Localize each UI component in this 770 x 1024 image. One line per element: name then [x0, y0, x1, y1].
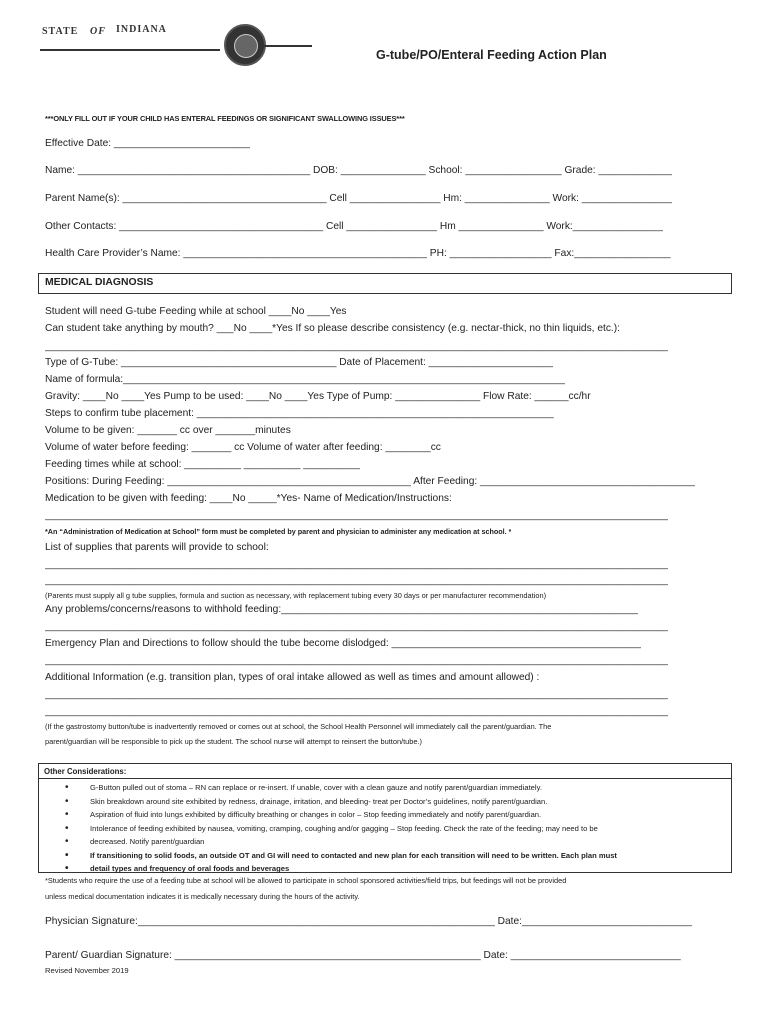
consistency-line[interactable]: ______________________________________________________________________________________________________________: [45, 341, 669, 352]
supplies-line-2[interactable]: ______________________________________________________________________________________________________________: [45, 575, 669, 586]
supplies-note: (Parents must supply all g tube supplies, formula and suction as necessary, with replacement tubing every 30 days or per manufacturer recommendation): [45, 591, 547, 600]
consideration-item: • G-Button pulled out of stoma – RN can replace or re-insert. If unable, cover with a clean gauze and notify parent/guardian immediately.: [62, 781, 617, 795]
state-of-indiana-logo: [40, 22, 312, 68]
emergency-plan-line-2[interactable]: ______________________________________________________________________________________________________________: [45, 655, 669, 666]
activities-note-line-1: *Students who require the use of a feeding tube at school will be allowed to participate in school sponsored activities/field trips, but feedings will not be provided: [45, 876, 567, 885]
medical-diagnosis-header-box: [38, 273, 732, 294]
formula-line[interactable]: Name of formula:______________________________________________________________________________: [45, 374, 566, 385]
effective-date-field[interactable]: Effective Date: ________________________: [45, 138, 250, 149]
other-considerations-heading: Other Considerations:: [44, 767, 127, 776]
parent-signature-line[interactable]: Parent/ Guardian Signature: ______________________________________________________ Date: ______________________________: [45, 950, 681, 961]
other-contacts-line[interactable]: Other Contacts: ____________________________________ Cell ________________ Hm _______________ Work:________________: [45, 221, 664, 232]
gtube-type-line[interactable]: Type of G-Tube: ______________________________________ Date of Placement: ______________________: [45, 357, 554, 368]
withhold-feeding-line-2[interactable]: ______________________________________________________________________________________________________________: [45, 621, 669, 632]
additional-info-line-1[interactable]: ______________________________________________________________________________________________________________: [45, 689, 669, 700]
medical-diagnosis-heading: MEDICAL DIAGNOSIS: [45, 277, 154, 288]
notice-text: ***ONLY FILL OUT IF YOUR CHILD HAS ENTERAL FEEDINGS OR SIGNIFICANT SWALLOWING ISSUES***: [45, 114, 405, 123]
emergency-plan-line[interactable]: Emergency Plan and Directions to follow should the tube become dislodged: ____________________________________________: [45, 638, 641, 649]
additional-info-line-2[interactable]: ______________________________________________________________________________________________________________: [45, 706, 669, 717]
supplies-line-1[interactable]: ______________________________________________________________________________________________________________: [45, 559, 669, 570]
positions-line[interactable]: Positions: During Feeding: ___________________________________________ After Feeding: ______________________________________: [45, 476, 696, 487]
considerations-list: [62, 781, 617, 876]
consideration-item: • If transitioning to solid foods, an outside OT and GI will need to contacted and new plan for each transition will need to be written. Each plan must: [62, 849, 617, 863]
physician-signature-line[interactable]: Physician Signature:_______________________________________________________________ Date:______________________________: [45, 916, 692, 927]
logo-underline-right: [262, 45, 312, 47]
logo-of-text: OF: [90, 26, 106, 37]
activities-note-line-2: unless medical documentation indicates it is medically necessary during the hours of the activity.: [45, 892, 360, 901]
additional-info-label: Additional Information (e.g. transition plan, types of oral intake allowed as well as times and amount allowed) :: [45, 672, 540, 683]
state-seal-icon: [224, 24, 266, 66]
name-dob-school-grade-line[interactable]: Name: _________________________________________ DOB: _______________ School: _________________ Grade: _____________: [45, 165, 673, 176]
feeding-times-line[interactable]: Feeding times while at school: __________ __________ __________: [45, 459, 360, 470]
by-mouth-question[interactable]: Can student take anything by mouth? ___No ____*Yes If so please describe consistency (e.g. nectar-thick, no thin liquids, etc.):: [45, 323, 620, 334]
medication-line[interactable]: Medication to be given with feeding: ____No _____*Yes- Name of Medication/Instructions:: [45, 493, 452, 504]
logo-underline: [40, 49, 220, 51]
volume-line[interactable]: Volume to be given: _______ cc over _______minutes: [45, 425, 291, 436]
medication-instructions-line[interactable]: ______________________________________________________________________________________________________________: [45, 510, 669, 521]
medication-form-note: *An “Administration of Medication at School” form must be completed by parent and physician to administer any medication at school. *: [45, 527, 512, 536]
gravity-pump-line[interactable]: Gravity: ____No ____Yes Pump to be used: ____No ____Yes Type of Pump: _______________ Flow Rate: ______cc/hr: [45, 391, 591, 402]
water-volume-line[interactable]: Volume of water before feeding: _______ cc Volume of water after feeding: ________cc: [45, 442, 441, 453]
logo-indiana-text: INDIANA: [116, 24, 167, 35]
parent-names-line[interactable]: Parent Name(s): ____________________________________ Cell ________________ Hm: _______________ Work: ________________: [45, 193, 673, 204]
gtube-feeding-question[interactable]: Student will need G-tube Feeding while at school ____No ____Yes: [45, 306, 347, 317]
health-care-provider-line[interactable]: Health Care Provider’s Name: ___________________________________________ PH: __________________ Fax:_________________: [45, 248, 671, 259]
consideration-item: • Intolerance of feeding exhibited by nausea, vomiting, cramping, coughing and/or gagging – Stop feeding. Check the rate of the feeding; may need to be: [62, 822, 617, 836]
logo-state-text: STATE: [42, 26, 79, 37]
revised-date: Revised November 2019: [45, 966, 129, 975]
supplies-label: List of supplies that parents will provide to school:: [45, 542, 269, 553]
considerations-divider: [39, 778, 731, 779]
withhold-feeding-line[interactable]: Any problems/concerns/reasons to withhold feeding:_______________________________________________________________: [45, 604, 639, 615]
removal-note-line-2: parent/guardian will be responsible to pick up the student. The school nurse will attempt to reinsert the button/tube.): [45, 737, 423, 746]
consideration-item-continued: • detail types and frequency of oral foods and beverages: [62, 862, 617, 876]
tube-placement-steps-line[interactable]: Steps to confirm tube placement: _______________________________________________________________: [45, 408, 554, 419]
consideration-item: • Aspiration of fluid into lungs exhibited by difficulty breathing or changes in color – Stop feeding immediately and notify parent/guardian.: [62, 808, 617, 822]
consideration-item-continued: • decreased. Notify parent/guardian: [62, 835, 617, 849]
page-title: G-tube/PO/Enteral Feeding Action Plan: [376, 48, 607, 62]
consideration-item: • Skin breakdown around site exhibited by redness, drainage, irritation, and bleeding- treat per Doctor’s guidelines, notify parent/guardian.: [62, 795, 617, 809]
removal-note-line-1: (If the gastrostomy button/tube is inadvertently removed or comes out at school, the School Health Personnel will immediately call the parent/guardian. The: [45, 722, 552, 731]
